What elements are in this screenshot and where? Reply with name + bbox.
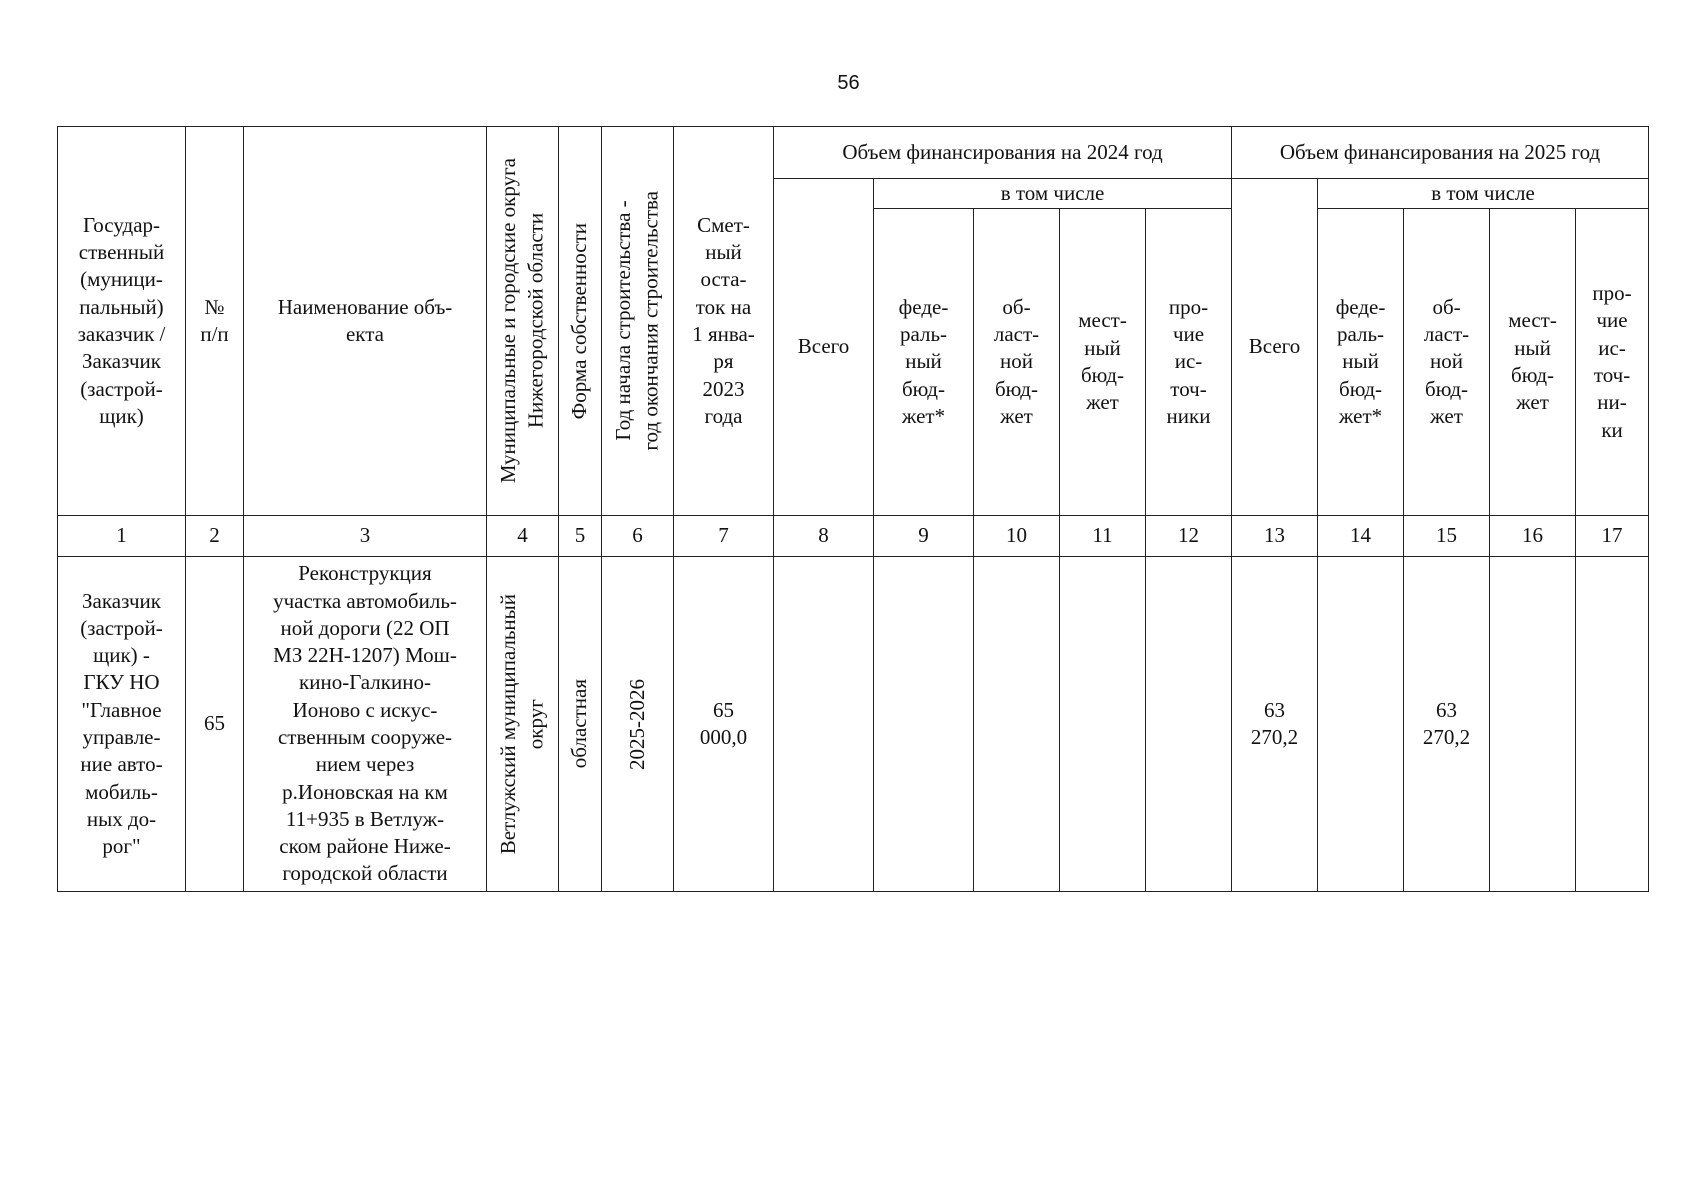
cell-object-name: Реконструкция участка автомобиль- ной дороги (22 ОП МЗ 22Н-1207) Мош- кино-Галкино- Ионово с искус- ственным сооруже- нием через р.Ионовская на км 11+935 в Ветлуж- ском районе Ниже- городской области xyxy=(244,557,487,892)
cell-regional-2025: 63 270,2 xyxy=(1404,557,1490,892)
header-local-2024: мест- ный бюд- жет xyxy=(1060,209,1146,516)
header-local-2025: мест- ный бюд- жет xyxy=(1490,209,1576,516)
header-including-2024: в том числе xyxy=(874,179,1232,209)
header-district xyxy=(487,127,559,516)
header-years xyxy=(602,127,674,516)
header-number: № п/п xyxy=(186,127,244,516)
cell-estimate: 65 000,0 xyxy=(674,557,774,892)
column-number: 11 xyxy=(1060,516,1146,557)
cell-regional-2024 xyxy=(974,557,1060,892)
cell-district-text: Ветлужский муниципальный округ xyxy=(496,593,548,855)
cell-number: 65 xyxy=(186,557,244,892)
page-number: 56 xyxy=(837,72,860,94)
header-row-1 xyxy=(58,127,1649,179)
header-financing-2025: Объем финансирования на 2025 год xyxy=(1232,127,1649,179)
cell-customer: Заказчик (застрой- щик) - ГКУ НО "Главное управле- ние авто- мобиль- ных до- рог" xyxy=(58,557,186,892)
header-object-name: Наименование объ- екта xyxy=(244,127,487,516)
header-other-2024: про- чие ис- точ- ники xyxy=(1146,209,1232,516)
cell-local-2024 xyxy=(1060,557,1146,892)
column-numbers-row xyxy=(58,516,1649,557)
header-ownership xyxy=(559,127,602,516)
cell-district xyxy=(487,557,559,892)
header-federal-2024: феде- раль- ный бюд- жет* xyxy=(874,209,974,516)
column-number: 2 xyxy=(186,516,244,557)
header-years-text: Год начала строительства - год окончания строительства xyxy=(611,191,663,451)
table-row xyxy=(58,557,1649,892)
header-district-text: Муниципальные и городские округа Нижегородской области xyxy=(496,158,548,484)
header-federal-2025: феде- раль- ный бюд- жет* xyxy=(1318,209,1404,516)
header-financing-2024: Объем финансирования на 2024 год xyxy=(774,127,1232,179)
header-ownership-text: Форма собственности xyxy=(567,222,592,420)
cell-other-2024 xyxy=(1146,557,1232,892)
cell-federal-2025 xyxy=(1318,557,1404,892)
cell-federal-2024 xyxy=(874,557,974,892)
cell-years xyxy=(602,557,674,892)
column-number: 1 xyxy=(58,516,186,557)
header-estimate: Смет- ный оста- ток на 1 янва- ря 2023 года xyxy=(674,127,774,516)
column-number: 16 xyxy=(1490,516,1576,557)
header-regional-2024: об- ласт- ной бюд- жет xyxy=(974,209,1060,516)
header-including-2025: в том числе xyxy=(1318,179,1649,209)
cell-other-2025 xyxy=(1576,557,1649,892)
column-number: 4 xyxy=(487,516,559,557)
column-number: 12 xyxy=(1146,516,1232,557)
header-regional-2025: об- ласт- ной бюд- жет xyxy=(1404,209,1490,516)
column-number: 13 xyxy=(1232,516,1318,557)
header-total-2025: Всего xyxy=(1232,179,1318,516)
column-number: 10 xyxy=(974,516,1060,557)
column-number: 5 xyxy=(559,516,602,557)
column-number: 17 xyxy=(1576,516,1649,557)
cell-total-2024 xyxy=(774,557,874,892)
header-customer: Государ- ственный (муници- пальный) заказчик / Заказчик (застрой- щик) xyxy=(58,127,186,516)
column-number: 8 xyxy=(774,516,874,557)
cell-local-2025 xyxy=(1490,557,1576,892)
header-total-2024: Всего xyxy=(774,179,874,516)
header-other-2025: про- чие ис- точ- ни- ки xyxy=(1576,209,1649,516)
financing-table xyxy=(57,126,1649,892)
cell-years-text: 2025-2026 xyxy=(624,678,649,770)
cell-total-2025: 63 270,2 xyxy=(1232,557,1318,892)
cell-ownership-text: областная xyxy=(567,679,592,769)
column-number: 15 xyxy=(1404,516,1490,557)
column-number: 7 xyxy=(674,516,774,557)
column-number: 9 xyxy=(874,516,974,557)
column-number: 6 xyxy=(602,516,674,557)
column-number: 14 xyxy=(1318,516,1404,557)
column-number: 3 xyxy=(244,516,487,557)
cell-ownership xyxy=(559,557,602,892)
